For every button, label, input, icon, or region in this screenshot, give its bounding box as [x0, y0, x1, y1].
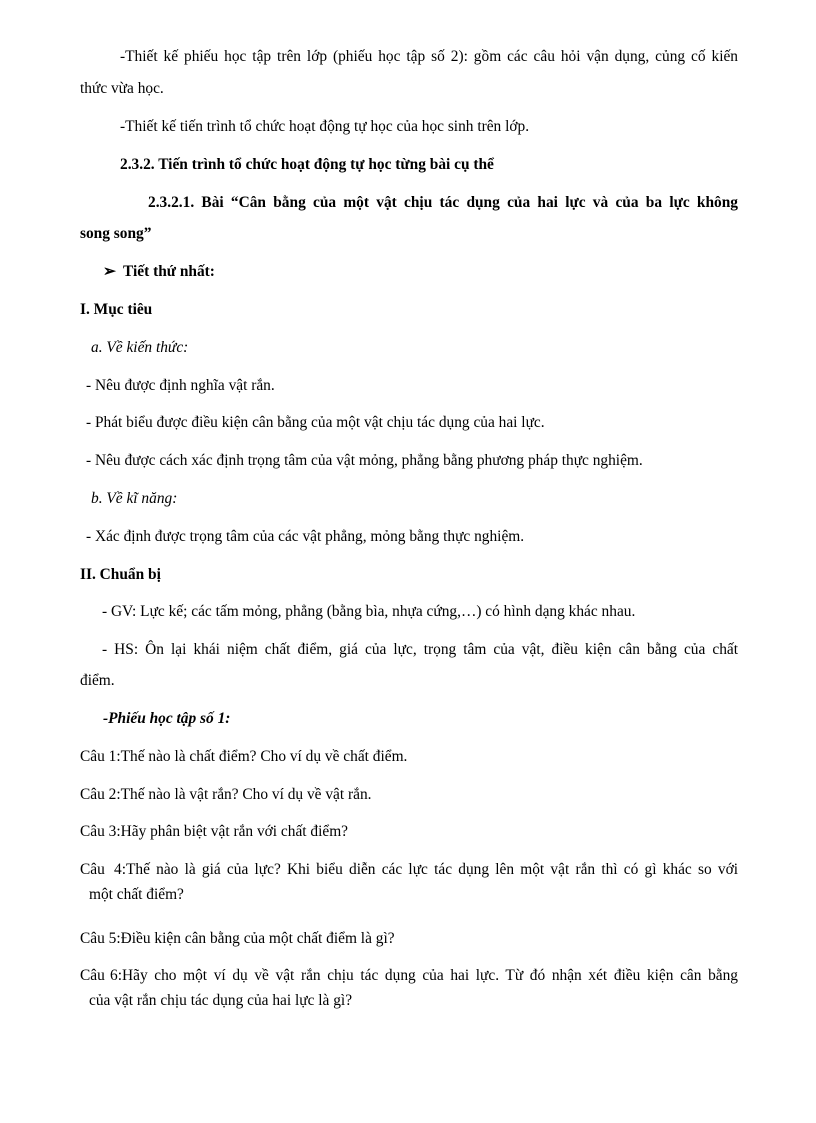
worksheet-question: [80, 929, 395, 948]
arrow-bullet-icon: ➢: [103, 263, 116, 280]
question-text: Hãy cho một ví dụ về vật rắn chịu tác dụng của hai lực. Từ đó nhận xét điều kiện cân bằng: [122, 967, 738, 984]
question-label: Câu 5:: [80, 930, 121, 947]
paragraph-worksheet-design-line1: -Thiết kế phiếu học tập trên lớp (phiếu học tập số 2): gồm các câu hỏi vận dụng, củng cố kiến: [120, 48, 738, 65]
question-text: Thế nào là vật rắn? Cho ví dụ về vật rắn.: [120, 786, 372, 803]
worksheet-question: [80, 822, 348, 841]
skills-item: - Xác định được trọng tâm của các vật phẳng, mỏng bằng thực nghiệm.: [86, 528, 525, 545]
worksheet-title: -Phiếu học tập số 1:: [103, 710, 231, 727]
section-heading-2-3-2: 2.3.2. Tiến trình tổ chức hoạt động tự học từng bài cụ thể: [120, 156, 494, 173]
question-label: Câu 3:: [80, 823, 121, 840]
objectives-heading: I. Mục tiêu: [80, 301, 153, 318]
paragraph-process-design: -Thiết kế tiến trình tổ chức hoạt động tự học của học sinh trên lớp.: [120, 118, 530, 135]
preparation-hs-line1: - HS: Ôn lại khái niệm chất điểm, giá của lực, trọng tâm của vật, điều kiện cân bằng của chất: [102, 641, 738, 658]
question-text: Thế nào là giá của lực? Khi biểu diễn các lực tác dụng lên một vật rắn thì có gì khác so với: [126, 861, 738, 878]
question-label: Câu 6:: [80, 967, 122, 984]
question-label: Câu 2:: [80, 786, 121, 803]
knowledge-item: - Nêu được định nghĩa vật rắn.: [86, 377, 275, 394]
preparation-hs-line2: điểm.: [80, 672, 115, 689]
paragraph-worksheet-design-line2: thức vừa học.: [80, 80, 164, 97]
section-heading-2-3-2-1-line2: song song”: [80, 225, 152, 242]
knowledge-heading: a. Về kiến thức:: [91, 339, 189, 356]
worksheet-question: [80, 966, 738, 1011]
knowledge-item: - Phát biểu được điều kiện cân bằng của một vật chịu tác dụng của hai lực.: [86, 414, 545, 431]
worksheet-question: [80, 785, 372, 804]
question-label: Câu 4:: [80, 861, 126, 878]
worksheet-question: [80, 747, 407, 766]
worksheet-question: [80, 860, 738, 905]
question-text: Điều kiện cân bằng của một chất điểm là gì?: [120, 930, 395, 947]
preparation-heading: II. Chuẩn bị: [80, 566, 161, 583]
section-heading-2-3-2-1-line1: 2.3.2.1. Bài “Cân bằng của một vật chịu tác dụng của hai lực và của ba lực không: [148, 194, 738, 211]
period-heading: [103, 262, 215, 281]
knowledge-item: - Nêu được cách xác định trọng tâm của vật mỏng, phẳng bằng phương pháp thực nghiệm.: [86, 452, 643, 469]
preparation-gv: - GV: Lực kế; các tấm mỏng, phẳng (bằng bìa, nhựa cứng,…) có hình dạng khác nhau.: [102, 603, 636, 620]
question-text: Thế nào là chất điểm? Cho ví dụ về chất điểm.: [120, 748, 408, 765]
period-label: Tiết thứ nhất:: [123, 263, 215, 280]
question-text-continued: của vật rắn chịu tác dụng của hai lực là gì?: [89, 992, 353, 1010]
question-text: Hãy phân biệt vật rắn với chất điểm?: [120, 823, 348, 840]
skills-heading: b. Về kĩ năng:: [91, 490, 178, 507]
question-label: Câu 1:: [80, 748, 121, 765]
question-text-continued: một chất điểm?: [89, 886, 184, 904]
